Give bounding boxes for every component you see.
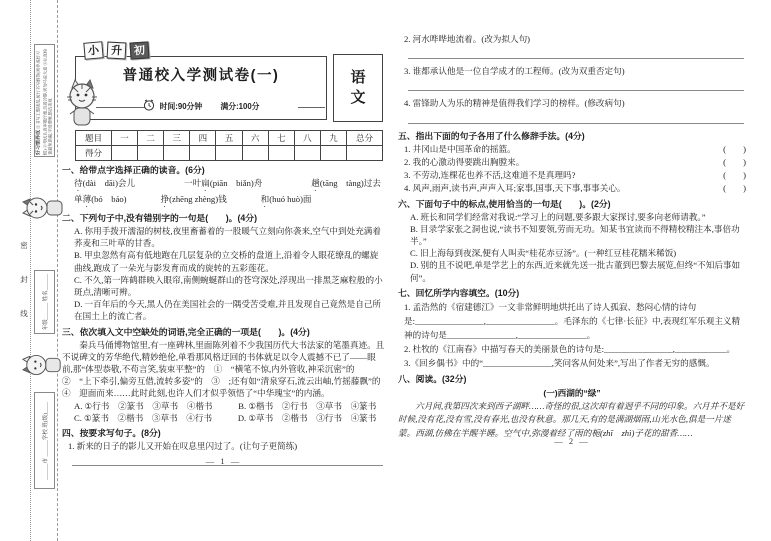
pinyin-row: [62, 177, 385, 193]
question-line: 1. 井冈山是中国革命的摇篮。 ( ): [404, 143, 746, 154]
score-cell: [268, 146, 294, 161]
score-header-cell: 七: [268, 131, 294, 146]
question-line: 2. 河水哗哗地流着。(改为拟人句): [404, 34, 531, 44]
cat-mascot-icon: [22, 192, 66, 224]
score-table: [75, 130, 383, 161]
exam-meta: [76, 99, 326, 113]
cat-mascot-icon: [60, 78, 104, 128]
title-box: [75, 56, 327, 120]
options-cd: C. ①篆书 ②楷书 ③草书 ④行书 D. ①草书 ②楷书 ③行书 ④篆书: [74, 412, 377, 423]
option-c: C. 不久,第一阵鹤群映入眼帘,南侧蜿蜒群山的苍穹深处,浮现出一排黑芝麻粒般的小斑点,清晰可辨。: [74, 274, 383, 298]
answer-bracket: ( ): [723, 143, 746, 154]
answer-bracket: ( ): [723, 182, 746, 193]
score-cell: [164, 146, 190, 161]
page-1: [62, 38, 390, 472]
score-header-cell: 六: [242, 131, 268, 146]
score-header-cell: 总分: [347, 131, 383, 146]
name-grade-box: [34, 270, 55, 334]
section-3-heading: 三、依次填入文中空缺处的词语,完全正确的一项是( )。(4分): [62, 326, 310, 337]
score-header-cell: 一: [112, 131, 138, 146]
time-limit: 时间:90分钟: [159, 101, 203, 111]
score-cell: 得分: [76, 146, 112, 161]
section-4-heading: 四、按要求写句子。(8分): [62, 428, 161, 439]
pinyin-item: 一叶扁(piān biǎn)舟: [184, 178, 263, 188]
score-header-cell: 题目: [76, 131, 112, 146]
badge-tile: 升: [107, 42, 127, 60]
pinyin-item: 趟(tāng tàng)过去: [311, 178, 381, 188]
badge-tile: 初: [130, 41, 150, 59]
grade-name-fields: 年级______ 姓名______: [42, 273, 49, 331]
subject-box: [333, 54, 383, 122]
score-cell: [216, 146, 242, 161]
badge-tile: 小: [83, 41, 103, 60]
section-8-heading: 八、阅读。(32分): [398, 373, 467, 384]
option-a: A. 班长和同学们经常对我说:“学习上的问题,要多跟大家探讨,要多向老师请教。”: [410, 211, 706, 222]
option-b: B. 目录学家张之洞也说,“读书不知要领,劳而无功。知某书宜读而不得精校精注本,事倍功半。”: [410, 223, 740, 247]
fill-blank-item: 3.《回乡偶书》中的“________________,笑问客从何处来”,写出了作者无穷的感慨。: [404, 357, 715, 368]
school-class-fields: ______市 ______学校 班(级)____: [42, 401, 49, 480]
score-cell: [242, 146, 268, 161]
option-a: A. 你用手拨开濡湿的树枝,夜里畜蓄着的一股暖气立刻向你袭来,空气中到处充满着荞麦和三叶草的甘香。: [74, 226, 381, 249]
section-3-passage: 秦兵马俑博物馆里,有一座碑林,里面陈列着不少我国历代大书法家的笔墨真迹。且不说碑文的芳华绝代,精妙绝伦,单看那风格迂回的书体就足以令人震撼不已了——眼前,那“体型恭敬,不苟言笑,装束平整”的 ① “横笔不惊,内外管收,神采沉密”的 ② “上下牵引,偏旁互借,流转多姿”的 ③ ;还有如“清泉穿石,流云出岫,竹摇藤飘”的 ④ 迎面而来……此时此刻,也许人们才似乎领悟了“中华瑰宝”的内涵。: [62, 339, 390, 399]
option-b: B. 甲虫忽然有高有低地跑在几层复杂的立交桥的盘道上,沿着令人眼花缭乱的螺旋曲线,跑成了一朵光与影发育而成的旋转的五彩莲花。: [74, 250, 379, 273]
section-2-heading: 二、下列句子中,没有错别字的一句是( )。(4分): [62, 213, 257, 223]
page-number: — 2 —: [554, 436, 590, 446]
option-d: D. 一百年后的今天,黑人仍在美国社会的一隅受苦受难,并且发现自己竟然是自己所在国土上的流亡者。: [74, 299, 381, 322]
score-cell: [190, 146, 216, 161]
page-2: [398, 30, 746, 440]
section-5: [398, 130, 746, 195]
notice-box: [34, 44, 55, 157]
section-5-heading: 五、指出下面的句子各用了什么修辞手法。(4分): [398, 130, 585, 141]
clock-icon: [143, 99, 155, 111]
section-6: [398, 198, 746, 284]
seal-char-xian: 线: [20, 309, 28, 318]
pinyin-item: 和(huó huò)面: [260, 194, 312, 204]
section-7-heading: 七、回忆所学内容填空。(10分): [398, 287, 520, 298]
subject-label: 语文: [350, 68, 366, 106]
score-header-cell: 八: [294, 131, 320, 146]
seal-margin: [30, 0, 58, 541]
score-header-cell: 三: [164, 131, 190, 146]
section-1-heading: 一、给带点字选择正确的读音。(6分): [62, 165, 205, 175]
fill-blank-item: 1. 孟浩然的《宿建德江》一文非常鲜明地烘托出了诗人孤寂、愁闷心情的诗句是:________________,________________。毛泽东的《七律·长征》中,表现红军乐观主义精神的诗句是________________,________________。: [404, 301, 741, 340]
seal-char-mi: 密: [20, 241, 28, 250]
score-cell: [138, 146, 164, 161]
answer-line: [408, 113, 744, 124]
score-cell: [112, 146, 138, 161]
section-4-continued: [398, 33, 746, 124]
cat-mascot-icon: [22, 349, 64, 381]
question-line: 1. 新来的日子的影儿又开始在叹息里闪过了。(让句子更简练): [68, 441, 298, 452]
school-class-box: [34, 392, 55, 489]
score-cell: [347, 146, 383, 161]
section-2: [62, 212, 385, 323]
notice-text: [35, 47, 54, 155]
pinyin-item: 单薄(bó báo): [74, 194, 127, 204]
question-line: 3. 不劳动,连棵花也养不活,这难道不是真理吗? ( ): [404, 169, 746, 180]
option-c: C. 旧上海每到夜深,便有人叫卖“桂花赤豆汤”。(一种红豆桂花糯米稀饭): [410, 248, 677, 259]
pinyin-row: [62, 193, 385, 209]
exam-title: 普通校入学测试卷(一): [122, 68, 280, 84]
answer-bracket: ( ): [723, 169, 746, 180]
question-line: 4. 雷锋助人为乐的精神是值得我们学习的榜样。(修改病句): [404, 98, 625, 109]
question-line: 2. 我的心激动得要跳出胸膛来。 ( ): [404, 156, 746, 167]
score-value-row: [76, 146, 383, 161]
answer-line: [408, 48, 744, 59]
pinyin-item: 待(dài dāi)会儿: [74, 178, 136, 188]
seal-char-feng: 封: [20, 275, 28, 284]
answer-bracket: ( ): [723, 156, 746, 167]
section-7: [398, 287, 746, 370]
fill-blank-item: 2. 杜牧的《江南春》中描写春天的美丽景色的诗句是:________________,____________。: [404, 343, 736, 354]
section-8: [398, 373, 746, 441]
score-header-cell: 四: [190, 131, 216, 146]
full-score: 满分:100分: [220, 101, 260, 111]
pinyin-item: 挣(zhēng zhèng)钱: [160, 194, 227, 204]
score-table-header-row: [76, 131, 383, 146]
question-line: 3. 谁都承认他是一位自学成才的工程师。(改为双重否定句): [404, 66, 625, 77]
section-6-heading: 六、下面句子中的标点,使用恰当的一句是( )。(2分): [398, 198, 611, 209]
notice-body: ①书写工整规范,按行书写解答(须养成好习惯) ②考试认真审题仔细,沉着冷静,切勿马虎大意 ③认真检查避免错漏,字迹清晰,整洁美观: [35, 48, 53, 155]
page-number: — 1 —: [205, 456, 242, 466]
score-header-cell: 五: [216, 131, 242, 146]
score-header-cell: 九: [320, 131, 346, 146]
xiaoshengchu-badge: [84, 42, 151, 59]
section-3: [62, 326, 390, 424]
reading-passage: 六月间,我第四次来到西子湖畔……奇怪的很,这次却有着迥乎不同的印象。六月并不是好时候,没有花,没有雪,没有春光,也没有秋意。那几天,有的是满湖烟雨,山光水色,俱是一片迷蒙。西湖,仿佛在半醒半睡。空气中,弥漫着经了雨的栀(zhī zhì)子花的甜香……: [398, 400, 745, 438]
notice-title: 好习惯养成: [35, 129, 41, 155]
question-line: 4. 风声,雨声,读书声,声声入耳;家事,国事,天下事,事事关心。 ( ): [404, 182, 746, 193]
paper-header: [62, 38, 385, 130]
score-cell: [294, 146, 320, 161]
section-1: [62, 164, 385, 209]
reading-subtitle: (一)西湖的“绿”: [543, 387, 601, 398]
options-ab: A. ①行书 ②篆书 ③草书 ④楷书 B. ①楷书 ②行书 ③草书 ④篆书: [74, 400, 377, 411]
score-cell: [320, 146, 346, 161]
answer-line: [408, 80, 744, 91]
option-d: D. 别的且不说吧,单是学艺上的东西,近来就先送一批古董到巴黎去展览,但终“不知后事如何”。: [410, 260, 741, 283]
score-header-cell: 二: [138, 131, 164, 146]
